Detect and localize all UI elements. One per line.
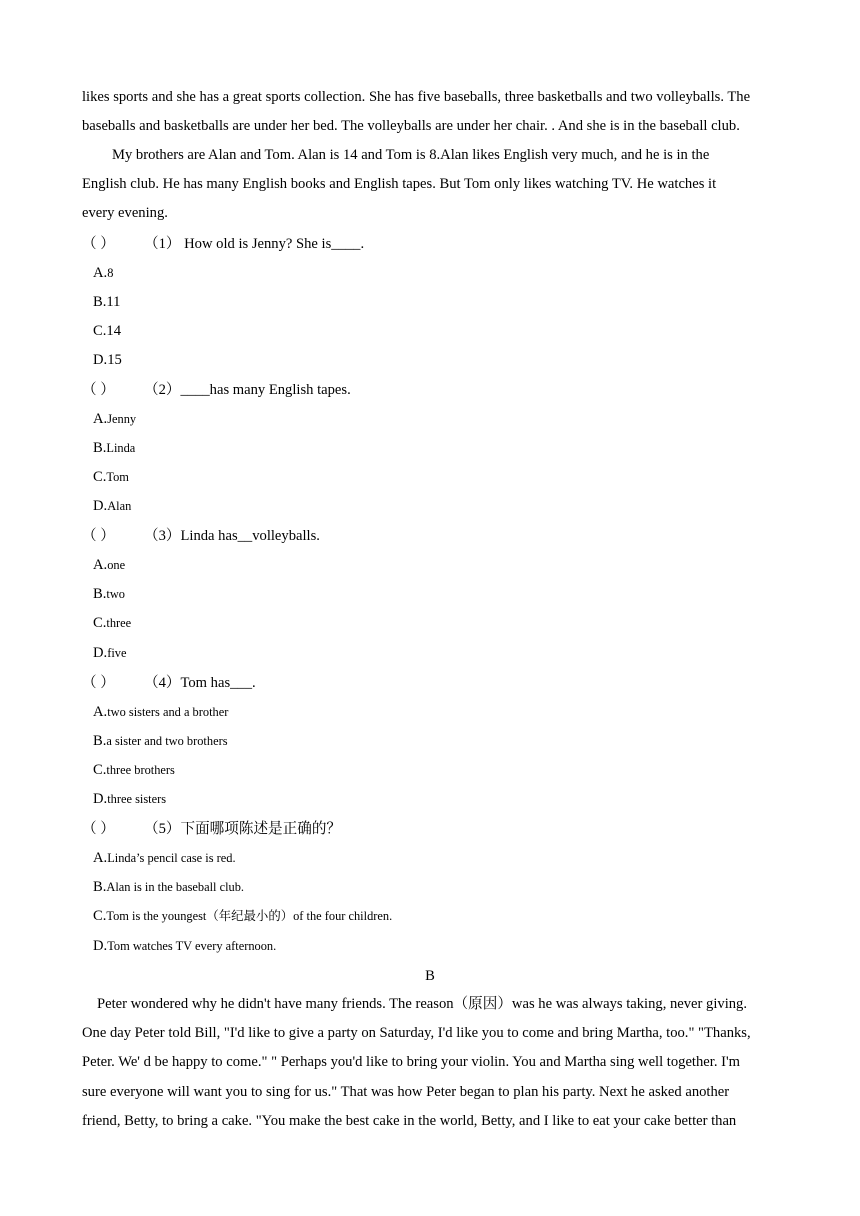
passage-paragraph-2 (82, 141, 782, 229)
question-4-option-c: C.three brothers (93, 762, 175, 778)
answer-bracket: （ ） (82, 675, 115, 691)
question-1 (82, 234, 782, 254)
passage-line: sure everyone will want you to sing for us." That was how Peter began to plan his party. Next he asked another (82, 1083, 730, 1100)
passage-line: My brothers are Alan and Tom. Alan is 14 and Tom is 8.Alan likes English very much, and he is in the (112, 147, 710, 163)
section-b-title: B (425, 968, 435, 984)
question-4-option-a: A.two sisters and a brother (93, 704, 229, 720)
question-3-option-b: B.two (93, 586, 125, 602)
question-2 (82, 380, 782, 400)
section-b-passage (82, 990, 782, 1136)
question-2-option-d: D.Alan (93, 498, 132, 514)
question-3 (82, 526, 782, 546)
passage-line: every evening. (82, 205, 168, 222)
question-stem: （1） How old is Jenny? She is____. (144, 236, 365, 252)
question-5 (82, 819, 782, 839)
question-stem: （4）Tom has___. (144, 675, 256, 691)
question-1-option-c: C.14 (93, 323, 121, 339)
passage-line: baseballs and basketballs are under her bed. The volleyballs are under her chair. . And she is in the baseball club. (82, 118, 740, 135)
passage-line: friend, Betty, to bring a cake. "You make the best cake in the world, Betty, and I like to eat your cake better than (82, 1112, 737, 1129)
passage-line: One day Peter told Bill, "I'd like to give a party on Saturday, I'd like you to come and bring Martha, too." "Thanks, (82, 1025, 751, 1042)
question-4 (82, 673, 782, 693)
question-5-option-c: C.Tom is the youngest（年纪最小的）of the four children. (93, 908, 393, 924)
question-5-option-a: A.Linda’s pencil case is red. (93, 850, 236, 866)
question-2-option-c: C.Tom (93, 469, 129, 485)
question-stem: （3）Linda has__volleyballs. (144, 528, 320, 544)
question-3-option-a: A.one (93, 557, 126, 573)
question-2-option-a: A.Jenny (93, 411, 137, 427)
answer-bracket: （ ） (82, 821, 115, 837)
question-2-option-b: B.Linda (93, 440, 136, 456)
answer-bracket: （ ） (82, 236, 115, 252)
passage-paragraph-1 (82, 83, 782, 141)
answer-bracket: （ ） (82, 528, 115, 544)
passage-line: likes sports and she has a great sports collection. She has five baseballs, three basketballs and two volleyballs. The (82, 89, 751, 105)
question-stem: （5）下面哪项陈述是正确的？ (144, 821, 342, 837)
question-stem: （2）____has many English tapes. (144, 382, 351, 398)
passage-line: English club. He has many English books and English tapes. But Tom only likes watching TV. He watches it (82, 176, 717, 193)
passage-line: Peter wondered why he didn't have many friends. The reason（原因）was he was always taking, never giving. (97, 996, 747, 1012)
question-3-option-c: C.three (93, 615, 132, 631)
question-1-option-d: D.15 (93, 352, 122, 368)
question-4-option-d: D.three sisters (93, 791, 167, 807)
question-5-option-b: B.Alan is in the baseball club. (93, 879, 245, 895)
passage-line: Peter. We' d be happy to come." " Perhaps you'd like to bring your violin. You and Martha sing well together. I'm (82, 1054, 740, 1071)
answer-bracket: （ ） (82, 382, 115, 398)
question-5-option-d: D.Tom watches TV every afternoon. (93, 938, 277, 954)
question-1-option-a: A.8 (93, 265, 114, 281)
question-1-option-b: B.11 (93, 294, 121, 310)
question-4-option-b: B.a sister and two brothers (93, 733, 228, 749)
question-3-option-d: D.five (93, 645, 127, 661)
